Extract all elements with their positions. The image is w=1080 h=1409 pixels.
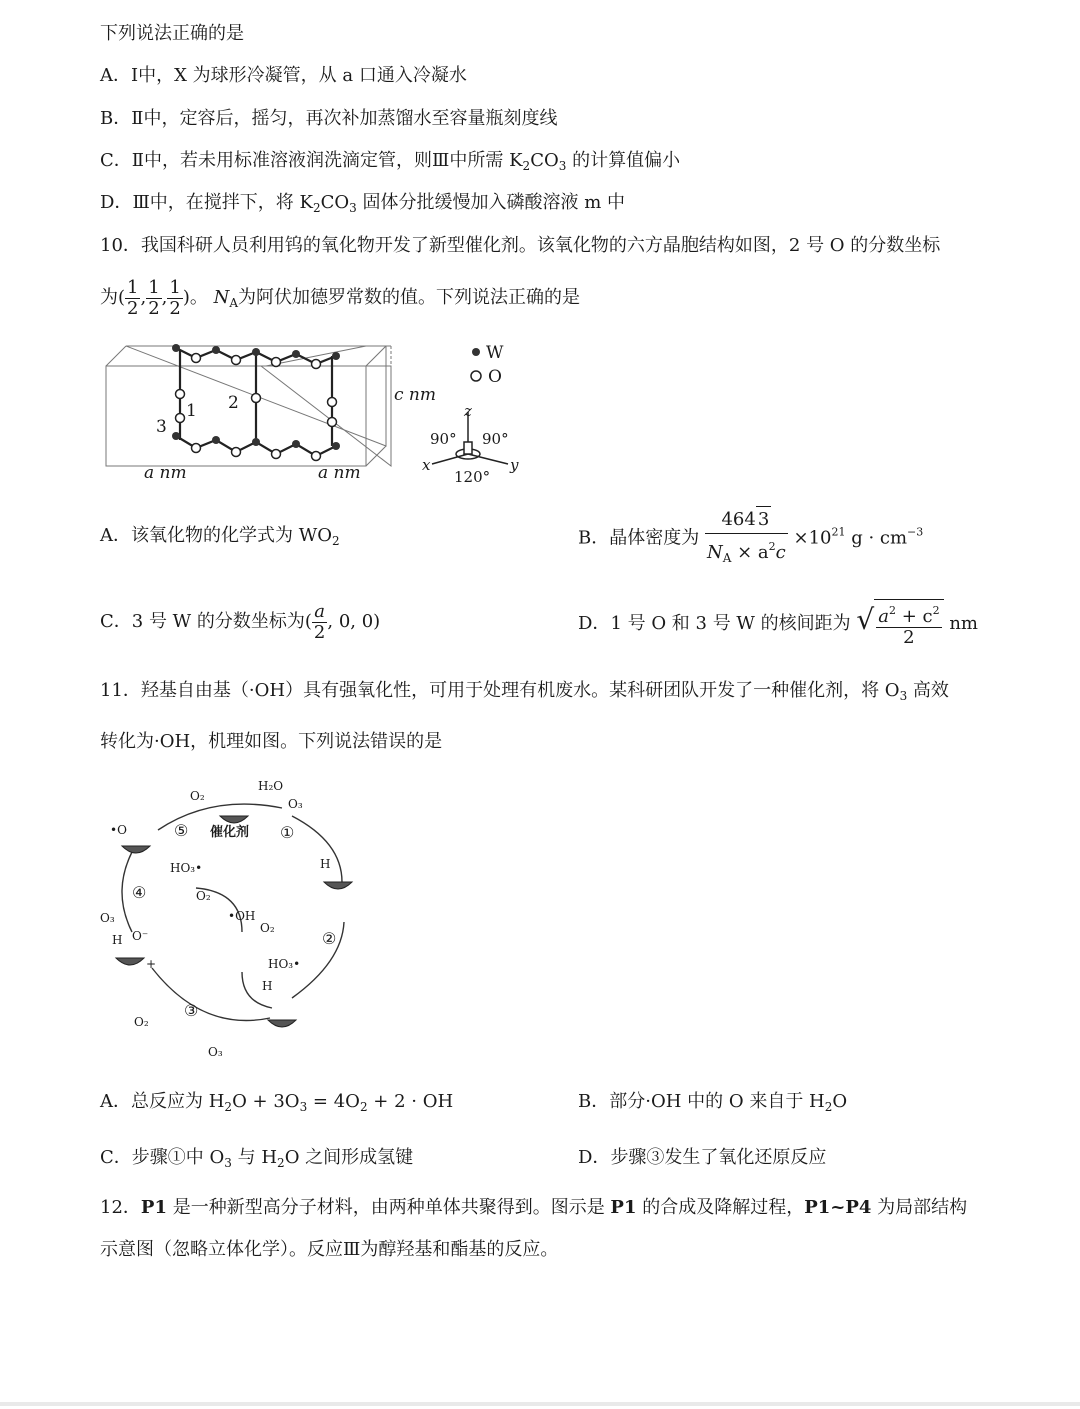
- h-label-4: H: [112, 933, 123, 947]
- q12-stem-line1: 12．P1 是一种新型高分子材料，由两种单体共聚得到。图示是 P1 的合成及降解过程，P1~P4 为局部结构: [100, 1197, 968, 1218]
- page-bottom-border: [0, 1402, 1080, 1406]
- legend-w-dot: [472, 348, 480, 356]
- o2-mid: O₂: [196, 889, 211, 903]
- o2-mid2: O₂: [260, 921, 275, 935]
- h-label-3: H: [262, 979, 273, 993]
- a-nm-left-label: a nm: [144, 463, 187, 483]
- step-5: ⑤: [174, 821, 189, 840]
- h2o-in: H₂O: [258, 779, 284, 793]
- axis-z: z: [464, 402, 472, 420]
- label-3: 3: [156, 417, 167, 437]
- angle-120: 120°: [454, 468, 491, 486]
- legend-o-dot: [471, 371, 481, 381]
- o2-out-3: O₂: [134, 1015, 149, 1029]
- q10-option-a: A．该氧化物的化学式为 $WO_2$: [100, 525, 340, 548]
- ho3-radical-bottom: HO₃•: [268, 957, 301, 971]
- catalyst-label: 催化剂: [210, 825, 250, 840]
- mechanism-cycle-figure: [92, 772, 382, 1062]
- c-nm-label: c nm: [394, 385, 436, 405]
- q10-option-b: B．晶体密度为 $\frac{464 3}{N_A \times a^2c}$ $\times 10^{21}$ $g \cdot cm^{-3}$: [578, 506, 923, 571]
- plus-label: +: [146, 957, 157, 971]
- label-2: 2: [228, 393, 239, 413]
- q11-option-c: C．步骤①中 $O_3$ 与 $H_2O$ 之间形成氢键: [100, 1147, 414, 1170]
- q11-option-d: D．步骤③发生了氧化还原反应: [578, 1147, 827, 1168]
- o2-out-5: O₂: [190, 789, 205, 803]
- q10-stem-line1: 10．我国科研人员利用钨的氧化物开发了新型催化剂。该氧化物的六方晶胞结构如图，2 号 O 的分数坐标: [100, 235, 941, 256]
- o-minus-label: O⁻: [132, 929, 149, 943]
- crystal-structure-figure: [96, 336, 536, 486]
- o3-in-3: O₃: [208, 1045, 223, 1059]
- q9-option-a: A．Ⅰ中，X 为球形冷凝管，从 a 口通入冷凝水: [100, 65, 467, 86]
- q11-stem-line1: 11．羟基自由基（·OH）具有强氧化性，可用于处理有机废水。某科研团队开发了一种催化剂，将 $O_3$ 高效: [100, 680, 949, 703]
- q12-stem-line2: 示意图（忽略立体化学）。反应Ⅲ为醇羟基和酯基的反应。: [100, 1239, 559, 1260]
- label-1: 1: [186, 401, 197, 421]
- axis-y: y: [510, 456, 519, 474]
- axis-x: x: [422, 456, 431, 474]
- q9-option-b: B．Ⅱ中，定容后，摇匀，再次补加蒸馏水至容量瓶刻度线: [100, 108, 558, 129]
- angle-90-right: 90°: [482, 430, 509, 448]
- legend-o: O: [488, 367, 502, 387]
- h-label-1: H: [320, 857, 331, 871]
- a-nm-right-label: a nm: [318, 463, 361, 483]
- q11-stem-line2: 转化为·OH，机理如图。下列说法错误的是: [100, 731, 443, 752]
- ho3-radical-top: HO₃•: [170, 861, 203, 875]
- q9-option-d: D．Ⅲ中，在搅拌下，将 $K_2CO_3$ 固体分批缓慢加入磷酸溶液 m 中: [100, 192, 626, 215]
- q11-option-b: B．部分·OH 中的 O 来自于 $H_2O$: [578, 1091, 848, 1114]
- q10-stem-line2: 为( $\frac{1}{2}$ , $\frac{1}{2}$ , $\frac{1}{2}$ )。 $N_A$为阿伏加德罗常数的值。下列说法正确的是: [100, 276, 581, 319]
- step-1: ①: [280, 823, 295, 842]
- o3-in-4: O₃: [100, 911, 115, 925]
- q9-option-c: C．Ⅱ中，若未用标准溶液润洗滴定管，则Ⅲ中所需 $K_2CO_3$ 的计算值偏小: [100, 150, 681, 173]
- q9-stem: 下列说法正确的是: [100, 23, 244, 44]
- o3-in-1: O₃: [288, 797, 303, 811]
- q10-option-c: C．3 号 W 的分数坐标为( $\frac{a}{2}$ , 0, 0): [100, 600, 381, 643]
- q10-option-d: D．1 号 O 和 3 号 W 的核间距为 √ $\frac{a^2 + c^2}{2}$ nm: [578, 596, 978, 648]
- angle-90-left: 90°: [430, 430, 457, 448]
- step-4: ④: [132, 883, 147, 902]
- step-3: ③: [184, 1001, 199, 1020]
- o-radical: •O: [110, 823, 127, 837]
- q11-option-a: A．总反应为 $H_2O + 3O_3 = 4O_2 + 2$ · OH: [100, 1091, 454, 1114]
- oh-radical: •OH: [228, 909, 256, 923]
- half-fraction: $\frac{1}{2}$: [127, 276, 139, 319]
- legend-w: W: [486, 343, 504, 363]
- step-2: ②: [322, 929, 337, 948]
